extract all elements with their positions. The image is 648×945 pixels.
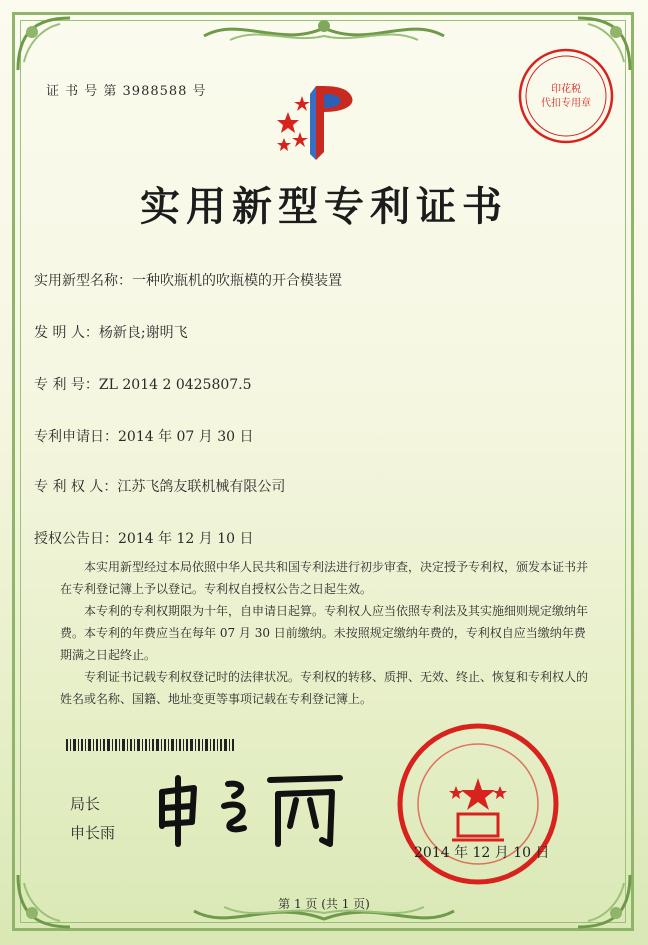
- certificate-title: 实用新型专利证书: [140, 183, 508, 230]
- patent-office-logo: [270, 82, 362, 162]
- body-paragraph: 本实用新型经过本局依照中华人民共和国专利法进行初步审查，决定授予专利权，颁发本证书并在专利登记簿上予以登记。专利权自授权公告之日起生效。: [60, 560, 589, 596]
- field-patent-number: [34, 374, 252, 394]
- field-value: 杨新良;谢明飞: [98, 325, 188, 341]
- body-paragraph: 本专利的专利权期限为十年，自申请日起算。专利权人应当依照专利法及其实施细则规定缴纳年费。本专利的年费应当在每年 07 月 30 日前缴纳。未按照规定缴纳年费的，专利权自应当缴纳年费期满之日起终止。: [60, 604, 589, 662]
- field-value: 一种吹瓶机的吹瓶模的开合模装置: [132, 273, 342, 289]
- field-patentee: [34, 476, 285, 496]
- field-application-date: [34, 426, 254, 446]
- field-label: 专 利 权 人：: [34, 479, 118, 495]
- field-value: ZL 2014 2 0425807.5: [98, 377, 252, 393]
- field-label: 专 利 号：: [34, 377, 99, 393]
- field-utility-model-name: [34, 270, 342, 290]
- field-label: 实用新型名称：: [34, 273, 132, 289]
- top-scroll-ornament: [200, 14, 448, 50]
- svg-text:代扣专用章: 代扣专用章: [541, 98, 591, 109]
- page-number: 第 1 页 (共 1 页): [278, 897, 370, 911]
- field-grant-date: [34, 528, 254, 548]
- director-signature: [150, 770, 350, 850]
- barcode: [66, 739, 236, 751]
- certificate-number: 证 书 号 第 3988588 号: [46, 84, 207, 99]
- field-value: 2014 年 12 月 10 日: [118, 531, 254, 547]
- field-value: 江苏飞鸽友联机械有限公司: [117, 479, 286, 495]
- field-label: 发 明 人：: [34, 325, 99, 341]
- field-label: 授权公告日：: [34, 531, 118, 547]
- seal-date: 2014 年 12 月 10 日: [414, 845, 550, 861]
- director-title: 局长: [70, 795, 101, 813]
- field-value: 2014 年 07 月 30 日: [118, 429, 254, 445]
- svg-text:印花税: 印花税: [551, 84, 581, 95]
- body-paragraph: 专利证书记载专利权登记时的法律状况。专利权的转移、质押、无效、终止、恢复和专利权人的姓名或名称、国籍、地址变更等事项记载在专利登记簿上。: [60, 670, 589, 706]
- corner-ornament-top-left: [14, 14, 74, 74]
- field-inventors: [34, 322, 188, 342]
- director-name: 申长雨: [70, 824, 116, 842]
- field-label: 专利申请日：: [34, 429, 118, 445]
- certificate-body: [60, 556, 596, 710]
- top-right-tax-stamp: [516, 46, 616, 146]
